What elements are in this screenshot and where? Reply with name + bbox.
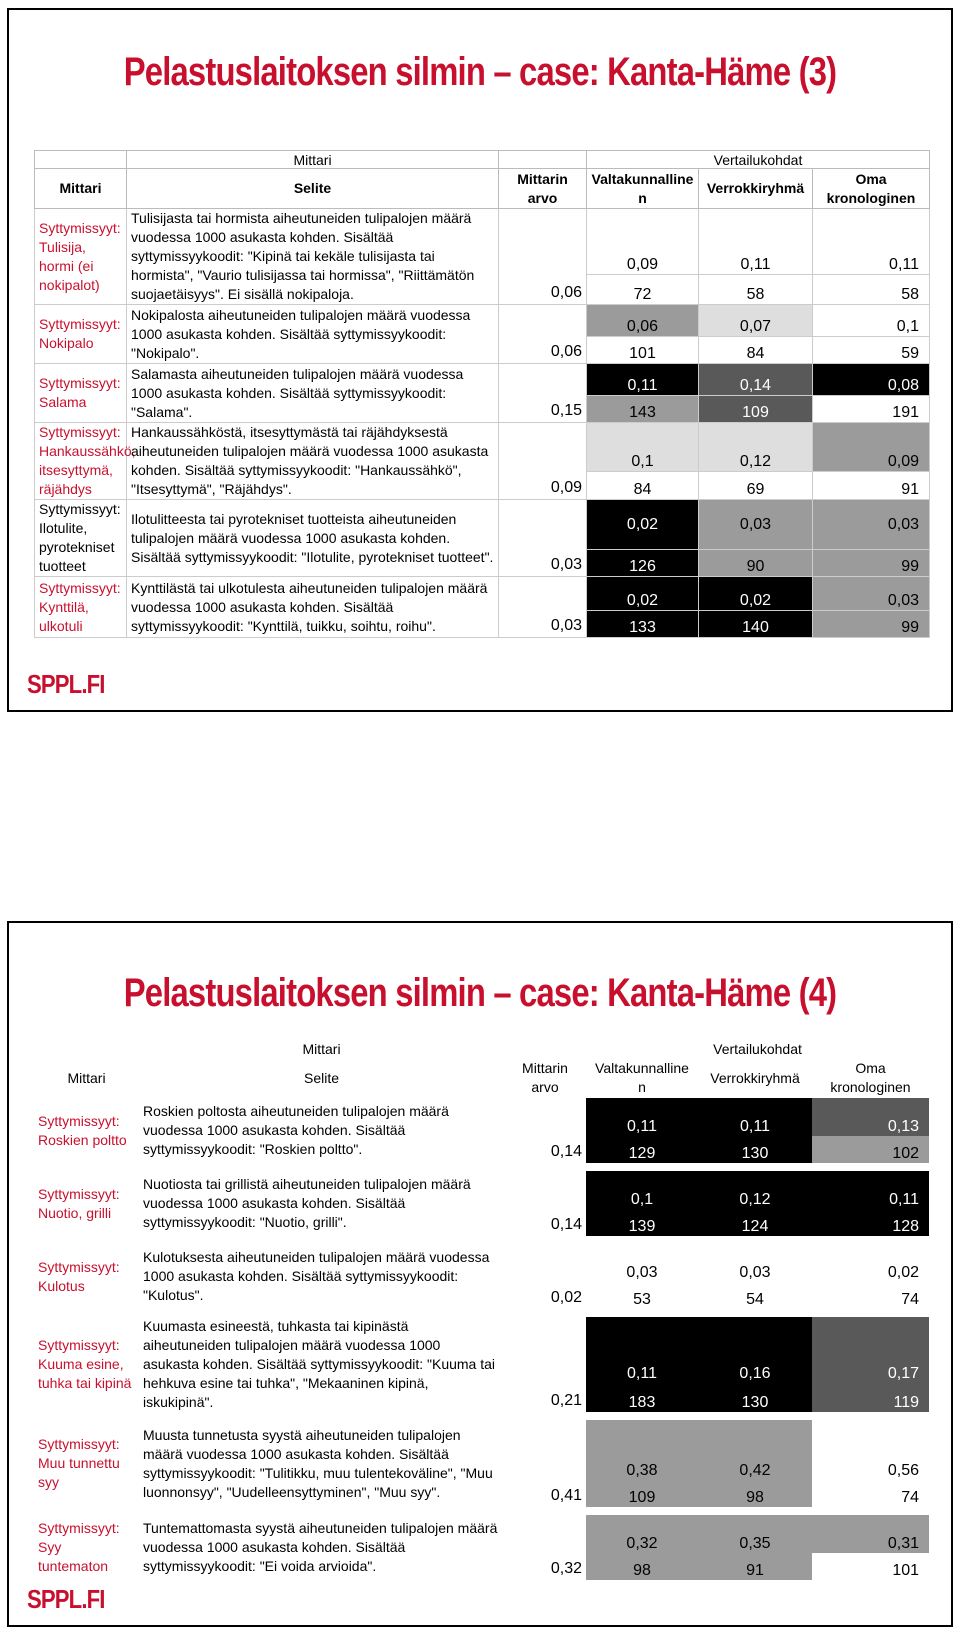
national-rank: 72 — [587, 274, 699, 305]
indicator-description: Salamasta aiheutuneiden tulipalojen määrä vuodessa 1000 asukasta kohden. Sisältää syttymissyykoodit: "Salama". — [127, 364, 499, 423]
own-rank: 101 — [812, 1553, 929, 1580]
own-value: 0,11 — [812, 1171, 929, 1209]
indicator-value: 0,09 — [499, 423, 587, 500]
table-row — [35, 423, 930, 472]
peer-value: 0,12 — [699, 423, 813, 472]
group-header-mittari: Mittari — [302, 1041, 341, 1057]
table-row — [34, 1515, 929, 1553]
group-header-mittari: Mittari — [127, 151, 499, 169]
peer-value: 0,42 — [698, 1420, 812, 1480]
table-row — [35, 364, 930, 396]
indicator-table — [34, 150, 930, 638]
indicator-description: Ilotulitteesta tai pyrotekniset tuotteista aiheutuneiden tulipalojen määrä vuodessa 1000 asukasta kohden. Sisältää syttymissyykoodit: "Ilotulite, pyrotekniset tuotteet". — [127, 500, 499, 577]
national-value: 0,1 — [587, 423, 699, 472]
indicator-description: Muusta tunnetusta syystä aiheutuneiden tulipalojen määrä vuodessa 1000 asukasta kohden. Sisältää syttymissyykoodit: "Tulitikku, muu tulentekoväline", "Muu luonnonsyy", "Uudelleensyttyminen", "Muu syy". — [143, 1426, 493, 1500]
own-rank: 74 — [812, 1282, 929, 1309]
peer-rank: 69 — [699, 471, 813, 499]
indicator-value: 0,14 — [550, 1216, 582, 1233]
indicator-name: Syttymissyyt: Roskien poltto — [38, 1112, 127, 1148]
indicator-value: 0,21 — [550, 1392, 582, 1409]
peer-rank: 58 — [699, 274, 813, 305]
peer-rank: 98 — [698, 1480, 812, 1507]
peer-rank: 130 — [698, 1136, 812, 1163]
indicator-description: Hankaussähköstä, itsesyttymästä tai räjähdyksestä aiheutuneiden tulipalojen määrä vuodessa 1000 asukasta kohden. Sisältää syttymissyykoodit: "Hankaussähkö", "Itsesyttymä", "Räjähdys". — [127, 423, 499, 500]
indicator-description: Kulotuksesta aiheutuneiden tulipalojen määrä vuodessa 1000 asukasta kohden. Sisältää syttymissyykoodit: "Kulotus". — [143, 1249, 490, 1303]
own-rank: 102 — [812, 1136, 929, 1163]
indicator-table — [34, 1040, 929, 1580]
slide-title: Pelastuslaitoksen silmin – case: Kanta-Häme (3) — [123, 50, 837, 94]
col-header-mittari: Mittari — [35, 169, 127, 209]
own-value: 0,17 — [812, 1317, 929, 1383]
own-value: 0,13 — [812, 1098, 929, 1136]
peer-rank: 124 — [698, 1209, 812, 1236]
national-rank: 53 — [586, 1282, 698, 1309]
indicator-name: Syttymissyyt: Kynttilä, ulkotuli — [35, 577, 127, 638]
sppl-logo: SPPL.FI — [27, 1584, 105, 1614]
own-rank: 74 — [812, 1480, 929, 1507]
national-rank: 98 — [586, 1553, 698, 1580]
peer-value: 0,12 — [698, 1171, 812, 1209]
peer-value: 0,11 — [698, 1098, 812, 1136]
table-row — [35, 209, 930, 275]
national-value: 0,03 — [586, 1244, 698, 1282]
own-value: 0,56 — [812, 1420, 929, 1480]
indicator-description: Roskien poltosta aiheutuneiden tulipalojen määrä vuodessa 1000 asukasta kohden. Sisältää syttymissyykoodit: "Roskien poltto". — [143, 1103, 449, 1157]
peer-value: 0,03 — [698, 1244, 812, 1282]
national-rank: 143 — [587, 396, 699, 423]
table-row — [34, 1098, 929, 1136]
own-rank: 191 — [813, 396, 930, 423]
peer-value: 0,35 — [698, 1515, 812, 1553]
own-rank: 128 — [812, 1209, 929, 1236]
col-header-mittari: Mittari — [67, 1069, 106, 1086]
peer-rank: 109 — [699, 396, 813, 423]
col-header-verrokkiryhma: Verrokkiryhmä — [710, 1069, 800, 1086]
indicator-description: Nokipalosta aiheutuneiden tulipalojen määrä vuodessa 1000 asukasta kohden. Sisältää syttymissyykoodit: "Nokipalo". — [127, 305, 499, 364]
col-header-arvo: Mittarin arvo — [522, 1060, 568, 1095]
peer-rank: 91 — [698, 1553, 812, 1580]
peer-value: 0,16 — [698, 1317, 812, 1383]
col-header-oma-kronologinen: Oma kronologinen — [830, 1060, 911, 1095]
table-row — [35, 500, 930, 550]
national-rank: 133 — [587, 611, 699, 638]
slide-title: Pelastuslaitoksen silmin – case: Kanta-Häme (4) — [123, 971, 837, 1015]
own-value: 0,02 — [812, 1244, 929, 1282]
national-value: 0,11 — [586, 1098, 698, 1136]
indicator-name: Syttymissyyt: Hankaussähkö, itsesyttymä, räjähdys — [35, 423, 127, 500]
national-value: 0,09 — [587, 209, 699, 275]
indicator-name: Syttymissyyt: Nokipalo — [35, 305, 127, 364]
own-value: 0,09 — [813, 423, 930, 472]
national-value: 0,02 — [587, 500, 699, 550]
national-rank: 129 — [586, 1136, 698, 1163]
slide-4 — [7, 921, 953, 1627]
indicator-value: 0,15 — [499, 364, 587, 423]
indicator-description: Nuotiosta tai grillistä aiheutuneiden tulipalojen määrä vuodessa 1000 asukasta kohden. Sisältää syttymissyykoodit: "Nuotio, grilli". — [143, 1176, 471, 1230]
national-value: 0,38 — [586, 1420, 698, 1480]
national-rank: 139 — [586, 1209, 698, 1236]
peer-value: 0,02 — [699, 577, 813, 611]
national-value: 0,02 — [587, 577, 699, 611]
indicator-name: Syttymissyyt: Nuotio, grilli — [38, 1185, 120, 1221]
indicator-name: Syttymissyyt: Kulotus — [38, 1258, 120, 1294]
col-header-selite: Selite — [127, 169, 499, 209]
own-rank: 99 — [813, 611, 930, 638]
own-rank: 59 — [813, 337, 930, 364]
peer-rank: 54 — [698, 1282, 812, 1309]
national-rank: 183 — [586, 1383, 698, 1412]
peer-value: 0,11 — [699, 209, 813, 275]
peer-rank: 84 — [699, 337, 813, 364]
slide-3 — [7, 8, 953, 712]
national-value: 0,11 — [587, 364, 699, 396]
table-row — [35, 305, 930, 337]
peer-rank: 90 — [699, 550, 813, 577]
peer-rank: 140 — [699, 611, 813, 638]
national-value: 0,11 — [586, 1317, 698, 1383]
indicator-description: Tulisijasta tai hormista aiheutuneiden tulipalojen määrä vuodessa 1000 asukasta kohden. Sisältää syttymissyykoodit: "Kipinä tai kekäle tulisijasta tai hormista", "Vaurio tulisijassa tai hormissa", "Riittämätön suojaetäisyys". Ei sisällä nokipaloja. — [127, 209, 499, 305]
national-rank: 126 — [587, 550, 699, 577]
indicator-value: 0,41 — [550, 1487, 582, 1504]
table-row — [34, 1171, 929, 1209]
table-row — [35, 577, 930, 611]
indicator-value: 0,32 — [550, 1560, 582, 1577]
col-header-selite: Selite — [303, 1069, 340, 1086]
national-rank: 84 — [587, 471, 699, 499]
own-value: 0,1 — [813, 305, 930, 337]
own-rank: 58 — [813, 274, 930, 305]
national-value: 0,32 — [586, 1515, 698, 1553]
indicator-value: 0,06 — [499, 305, 587, 364]
indicator-name: Syttymissyyt: Ilotulite, pyrotekniset tuotteet — [35, 500, 127, 577]
national-rank: 109 — [586, 1480, 698, 1507]
table-row — [34, 1244, 929, 1282]
own-value: 0,08 — [813, 364, 930, 396]
peer-value: 0,14 — [699, 364, 813, 396]
own-value: 0,11 — [813, 209, 930, 275]
own-value: 0,03 — [813, 500, 930, 550]
sppl-logo: SPPL.FI — [27, 669, 105, 699]
indicator-value: 0,03 — [499, 577, 587, 638]
national-value: 0,1 — [586, 1171, 698, 1209]
national-value: 0,06 — [587, 305, 699, 337]
col-header-arvo: Mittarin arvo — [499, 169, 587, 209]
own-value: 0,03 — [813, 577, 930, 611]
indicator-value: 0,02 — [550, 1289, 582, 1306]
indicator-name: Syttymissyyt: Tulisija, hormi (ei nokipalot) — [35, 209, 127, 305]
group-header-vertailukohdat: Vertailukohdat — [587, 151, 930, 169]
col-header-verrokkiryhma: Verrokkiryhmä — [699, 169, 813, 209]
group-header-vertailukohdat: Vertailukohdat — [713, 1041, 802, 1057]
col-header-valtakunnallinen: Valtakunnalline n — [595, 1060, 689, 1095]
own-rank: 99 — [813, 550, 930, 577]
indicator-name: Syttymissyyt: Salama — [35, 364, 127, 423]
own-rank: 119 — [812, 1383, 929, 1412]
indicator-value: 0,14 — [550, 1143, 582, 1160]
indicator-value: 0,06 — [499, 209, 587, 305]
peer-value: 0,07 — [699, 305, 813, 337]
table-row — [34, 1420, 929, 1480]
indicator-description: Tuntemattomasta syystä aiheutuneiden tulipalojen määrä vuodessa 1000 asukasta kohden. Sisältää syttymissyykoodit: "Ei voida arvioida". — [143, 1520, 498, 1574]
own-rank: 91 — [813, 471, 930, 499]
indicator-description: Kynttilästä tai ulkotulesta aiheutuneiden tulipalojen määrä vuodessa 1000 asukasta kohden. Sisältää syttymissyykoodit: "Kynttilä, tuikku, soihtu, roihu". — [127, 577, 499, 638]
indicator-name: Syttymissyyt: Muu tunnettu syy — [38, 1436, 120, 1490]
own-value: 0,31 — [812, 1515, 929, 1553]
indicator-name: Syttymissyyt: Kuuma esine, tuhka tai kipinä — [38, 1337, 132, 1391]
col-header-valtakunnallinen: Valtakunnalline n — [587, 169, 699, 209]
indicator-name: Syttymissyyt: Syy tuntematon — [38, 1520, 120, 1574]
indicator-description: Kuumasta esineestä, tuhkasta tai kipinästä aiheutuneiden tulipalojen määrä vuodessa 1000 asukasta kohden. Sisältää syttymissyykoodit: "Kuuma tai hehkuva esine tai tuhka", "Mekaaninen kipinä, iskukipinä". — [143, 1318, 496, 1410]
national-rank: 101 — [587, 337, 699, 364]
indicator-value: 0,03 — [499, 500, 587, 577]
peer-value: 0,03 — [699, 500, 813, 550]
peer-rank: 130 — [698, 1383, 812, 1412]
col-header-oma-kronologinen: Oma kronologinen — [813, 169, 930, 209]
table-row — [34, 1317, 929, 1383]
